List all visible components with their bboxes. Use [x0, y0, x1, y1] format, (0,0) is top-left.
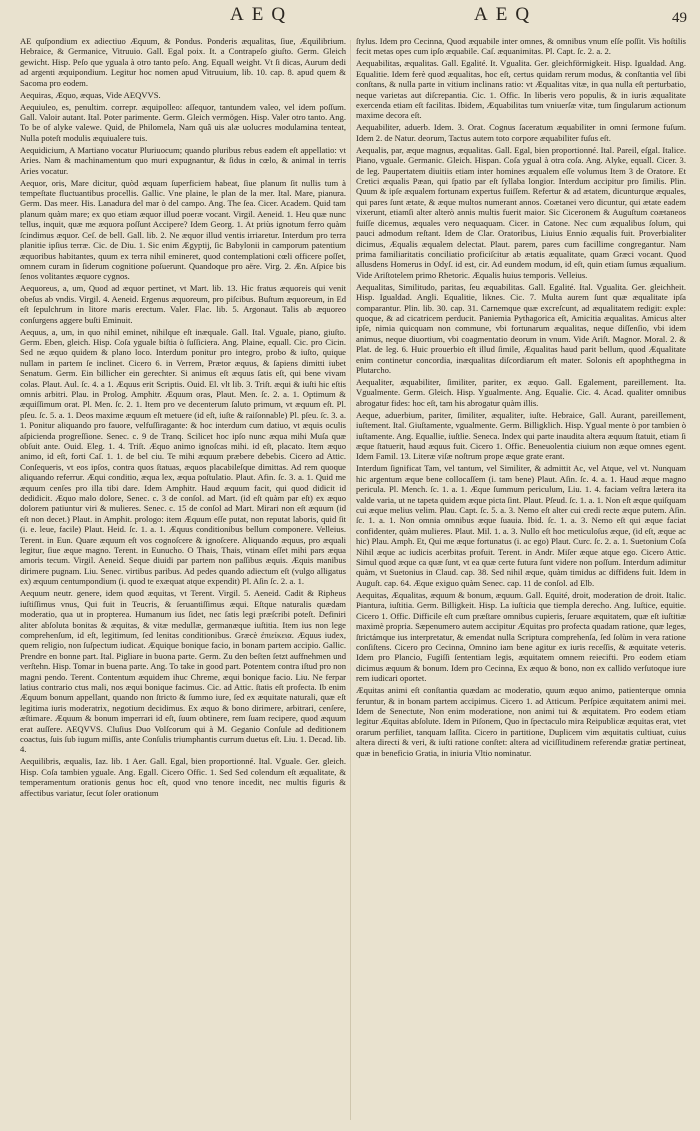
- dictionary-entry: ſtylus. Idem pro Cecinna, Quod æquabile inter omnes, & omnibus vnum eſſe poſſit. Vis hoſtilis fecit metas opes cum ipſo æquabile. Caſ. æquanimitas. Pl. Capt. ſc. 2. a. 2.: [356, 36, 686, 57]
- running-head-left: AEQ: [230, 4, 294, 25]
- dictionary-entry: Aeque, aduerbium, pariter, ſimiliter, æqualiter, iuſte. Hebraice, Gall. Aurant, pareillement, iuſtement. Ital. Giuſtamente, vgualmente. Germ. Billigklich. Hisp. Ygual mente ò por tambien ò iuſtamente. Ang. Equallie, iuſtlie. Seneca. Index qui parte inaudita altera æquum ſtatuit, etiam ſi æque ſtatuerit, haud æquus fuit. Cicero 1. Offic. Beneuolentia ciuium non æque omnes egent. Idem Famil. 13. Literæ viſæ noſtrum prope æque grate erant.: [356, 409, 686, 462]
- dictionary-entry: Aequum neutr. genere, idem quod æquitas, vt Terent. Virgil. 5. Aeneid. Cadit & Ripheus iuſtiſſimus vnus, Qui fuit in Teucris, & ſeruantiſſimus æqui. Eſtque naturalis quædam moderatio, qua ut in propterea. Humanum ius ſidet, nec ſatis legi præſcribi poteſt. Definiri aliter abſoluta bonitas & æquitas, & vitæ medullæ, germanæque iuſtitia. Item ius non lege comprehenſum, id eſt, legitimum, ſed lenitas conditionibus. Græcè ἐπιείκεια. Æquus iudex, quem religio, non ſuſpectum iudicat. Æquique bonique facio, in bonam partem accipio. Gallic. Prendre en bonne part. Ital. Pigliare in buona parte. Germ. Zu den beſten ſetzt auffnehmen und verſtehn. Hisp. Tomar in buena parte. Ang. To take in good part. Potentem contra iſtud pro non magni pendo. Terent. Contentum æquidem ihuc Chreme, æqui bonique facio. Liu. Ne ferpar latius contrario ctus mali, nos æqui bonique facimus. Cic. ad Attic. ſtatis eſt profecta. Ib enim Æquum bonum appellant, quando non ſtricto & ſummo iure, ſed ex æquitate naturali, quæ eſt legitima iuris moderatrix, negotium decidimus. Ex æquo & bono dirimere, arbitrari, cenſere, æſtimare. Æquum & bonum imperrari id eſt, ſuum obtinere, rem ſuam recipere, quod æquum erat auſſere. AEQVVS. Cluſius Duo Volſcorum qui à M. Geganio Conſule ad deditionem coactus, ſuis ſub iugum miſſis, ante Conſulis triumphantis currum duetus eſt. Liu. 1. Decad. lib. 4.: [20, 588, 346, 755]
- right-column: [356, 36, 686, 1122]
- dictionary-entry: AE quſpondium ex adiectiuo Æquum, & Pondus. Ponderis æqualitas, ſiue, Æquilibrium. Hebraice, & Germanice, Vitruuio. Gall. Egal poix. It. a Contrapeſo giuſto. Germ. Gleich gewicht. Hisp. Peſo que yguala à otro tanto peſo. Ang. Equall weight. Vt ſi dicas, Aurum dedi ad argenti æquipondium. Legitur hoc nomen apud Vitruuium, lib. 10. cap. 8. apud quem & Sacoma pro eodem.: [20, 36, 346, 88]
- running-head-right: AEQ: [474, 4, 538, 25]
- dictionary-entry: Aequiuleo, es, penultim. correpr. æquipolleo: aſſequor, tantundem valeo, vel idem poſſum. Gall. Valoir autant. Ital. Poter parimente. Germ. Gleich vermögen. Hisp. Valer otro tanto. Ang. To be of alyke valewe. Quid, de Philomela, Nam quâ uis alæ uolucres modulamina tenteat, Nulla poteſt modulis æquiualere tuis.: [20, 101, 346, 143]
- page-number: 49: [672, 10, 687, 26]
- dictionary-entry: Aequaliter, æquabiliter, ſimiliter, pariter, ex æquo. Gall. Egalement, pareillement. Ita. Vgualmente. Germ. Gleich. Hisp. Ygualmente. Ang. Equalie. Cic. 4. Acad. qualiter omnibus abrogatur fides: hoc eſt, tam his abrogatur quàm illis.: [356, 376, 686, 408]
- dictionary-entry: Aequidicium, A Martiano vocatur Pluriuocum; quando pluribus rebus eadem eſt appellatio: vt Aries. Nam & machinamentum quo muri expugnantur, & ſidus in cœlo, & animal in terris Aries vocatur.: [20, 144, 346, 176]
- dictionary-entry: Aequalitas, Similitudo, paritas, ſeu æquabilitas. Gall. Egalité. Ital. Vgualita. Ger. gleichheit. Hisp. Igualdad. Angli. Equalitie, liknes. Cic. 7. Multa aurem ſunt quæ æqualitate ipſa comparantur. Plin. lib. 30. cap. 31. Carnemque quæ excreſcunt, ad æqualitatem redigit: exple: quoque, & ad cicatricem perducit. Paniemia Pythagorica eſt, Amicitia æqualitas. Amicus alter ipſe, nimia quicquam non commune, vbi fortunarum æqualitas, neque diſſenſio, vbi idem animus, neque diuortium, vbi coagmentatio deorum in vnum. Vide Ariſt. Magnor. Moral. 2. & Plat. de leg. 6. Huic prouerbio eſt illud ſimile, Æqualitas haud parit bellum, quod Æqualitate enim continetur concordia, inæqualitas diſcordiarum eſt mater. Solonis eſt apophthegma in Plutarcho.: [356, 281, 686, 375]
- dictionary-entry: Aequitas, Æqualitas, æquum & bonum, æquum. Gall. Equité, droit, moderation de droit. Italic. Piantura, iuſtitia. Germ. Billigkeit. Hisp. La iuſticia que tiempla derecho. Ang. Iuſtice, equitie. Cicero 1. Offic. Difficile eſt cum præſtare omnibus cupieris, ſeruare æquitatem, quæ eſt iuſtitiæ maximè propria. Sæpenumero autem accipitur Æquitas pro profecta quadam ratione, quæ leges, ſtrictámque ius interpretatur, & emendat nulla Scriptura comprehenſa, ſed ſolùm in vera ratione conſiſtens. Cicero pro Cecinna, Omnino iam bene agitur ex iuris receſſis, & æquitate veteris. Idem pro Plancio, Fugiſſi ſententiam legis, æquitatem omnem reiecifti. Pro eodem etiam dicimus æquum & bonum. Idem pro Cecinna, Ex æquo & bono, non ex callido verſutoque iure rem iudicari oportet.: [356, 589, 686, 684]
- left-column: [20, 36, 346, 1122]
- dictionary-entry: Æquitas animi eſt conſtantia quædam ac moderatio, quum æquo animo, patienterque omnia feruntur, & in bonam partem accipimus. Cicero 1. ad Atticum. Perſpice æquitatem animi mei. Idem de Senectute, Non enim moderatione, non animi tui & æquitatem. Pro eodem etiam legitur Æquitas abſolute. Idem in Piſonem, Quo in ſpectaculo mira Reipublicæ æquitas erat, vtet orarum perfiliet, tanquam laſſita. Cicero in partitione, Duplicem vim æquitatis cultiuat, cuius altera directi & veri, & iuſti ratione conſtet: altera ad viciſſitudinem referendæ gratiæ pertineat, quæ in beneficio Gratia, in iniuria Vltio nominatur.: [356, 685, 686, 758]
- running-header: [0, 0, 700, 38]
- dictionary-entry: Aequoreus, a, um, Quod ad æquor pertinet, vt Mart. lib. 13. Hic fratus æquoreis qui venit obeſus ab vndis. Virgil. 4. Aeneid. Ergenus æquoreum, pro piſcibus. Buſtum æquoreum, in Ed eſt ſepulchrum in litore maris erectum. Valer. Flac. lib. 5. Argonaut. Talis ab æquoreo conſurgens aggere buſti Eminuit.: [20, 283, 346, 325]
- dictionary-entry: Aequiras, Æquo, æquas, Vide AEQVVS.: [20, 89, 161, 100]
- dictionary-entry: Aequabiliter, aduerb. Idem. 3. Orat. Cognus ſaceratum æquabiliter in omni ſermone fuſum. Idem 2. de Natur. deorum, Tactus autem toto corpore æquabiliter fuſus eſt.: [356, 122, 686, 143]
- dictionary-entry: Aequus, a, um, in quo nihil eminet, nihilque eſt inæquale. Gall. Ital. Vguale, piano, giuſto. Germ. Eben, gleich. Hisp. Coſa yguale biſtia ò ſuſſiciera. Ang. Plaine, equall. Cic. pro Cicin. Sed ne æquo quidem & plano loco. Interdum ponitur pro integro, probo & iuſto, quique nullam in partem ſe inclinet. Cicero 6. in Verrem, Prætor æquus, & ſapiens dimitti iubet Senatum. Germ. Ein billicher ein gerechter. Si animus eſt æquus ſatis eſt, qui bene vivam colas. Plaut. Aul. ſc. 4. a 1. Æquus erit Scriptis. Ouid. El. vlt lib. 3. Triſt. æqui & iuſti hic eſtis omnis arbitri. Plau. in Prolog. Amphitr. Æquum oras, Plaut. Men. ſc. 2. a. 1. Optimum & æquiſſimum orat. Pl. Men. ſc. 2. 1. Item pro ve decenterum ſaluto primum, vt æquum eſt. Pl. pſeu. ſc. 5. a. 1. Deos maxime æquum eſt metuere (id eſt, iuſte & raiſonnable) Pl. pſeu. ſc. 3. a. 1. Ponitur aliquando pro fauore, velfuſſiragante: & hoc interdum cum datiuo, vt æquis oculis aſpicienda progreſſione. Senec. c. 9 de Tranq. Scilicet hoc ipſo nunc æqua mihi Muſa quæ obſuit ante. Ouid. Eleg. 1. 4. Triſt. Æquo animo ignoſcas mihi. id eſt, placato. Item æquo animo, id eſt, forti Caſ. 1. 1. de bel ciu. Te mihi æquum præbere debebis. Cicero ad Attic. Conſequeris, vt eos ipſos, contra quos ſtatuas, æquos placabileſque dimittas. Ad rem quoque aliquando referrur. Æqui conditio, æqua lex, æqua poſtulatio. Plaut. Afin. ſc. 3. a. 1. Quid me æquum cenſes pro illa tibi dare. Idem Amphitr. Haud æquum facit, qui quod didicit id dedidicit. Æquo malo dolore, Senec. c. 3 de conſol. ad Mart. (id eſt quàm par eſt) ex æquo dolorem patiuntur viri & mulieres. Senec. c. 15 de conſol ad Mart. Mirari non eſt æquum (id eſt non decet.) Plaut. in Amphit. prologo: item Æquum eſſe putat, non reputat laboris, quid ſit (i. e. leue, facile) Plaut. Heid. ſc. 1. a. 1. Æquus conditionibus bellum componere. Velleius. Terent. in Eun. Quare æquum eſt vos cognoſcere & ignoſcere. Aliquando æquus, pro æquali legitur, ſiue æque magno. Terent. in Eunucho. O Thais, Thais, vtinam eſſet mihi pars æqua amoris tecum. Virgil. Aeneid. Seque diuidi par partem non paſſibus æquis. Æquis manibus dirimere pugnam. Liu. Senec. virtibus paribus. Ad pedes quando adiectum eſt (vulgo alligatus ex) æquum centumpondium (i. quod te exæquat atque expendit) Pl. Aſin ſc. 2. a. 1.: [20, 326, 346, 587]
- dictionary-entry: Aequabilitas, æqualitas. Gall. Egalité. It. Vgualita. Ger. gleichförmigkeit. Hisp. Igualdad. Ang. Equalitie. Idem ferè quod æqualitas, hoc eſt, certus quidam rerum modus, & conſtantia vel ſibi conſtans, & nulla parte in vitium inclinans ratio: vt Æqualitas vitæ, in qua nulla eſt perturbatio, neque varietas aut diſcrepantia. Cic. 1. Offic. In liberis vero populis, & in iuris æqualitate exercenda etiam eſt facilitas. Ibidem, Æquabilitas tum vniuerſæ vitæ, tum ſingularum actionum maxime decora eſt.: [356, 58, 686, 121]
- dictionary-entry: Aequilibris, æqualis, Iaz. lib. 1 Aer. Gall. Egal, bien proportionné. Ital. Vguale. Ger. gleich. Hisp. Coſa tambien yguale. Ang. Egall. Cicero Offic. 1. Sed Sed colendum eſt æqualitate, & temperamentum orationis genus hoc eſt, quod vno tenore incedit, nec multis figuris & affectibus variatur, ſecut ſoler orationum: [20, 756, 346, 798]
- dictionary-entry: Aequor, oris, Mare dicitur, quòd æquam ſuperficiem habeat, ſiue planum ſit nullis tum à tempeſtate fluctuantibus procellis. Gallic. Vne plaine, le plan de la mer. Ital. Mare, pianura. Germ. Das meer. His. Lanadura del mar ò del campo. Ang. The ſea. Cicer. Academ. Quid tam planum quàm mare; ex quo etiam æquor illud poeræ vocant. Virgil. Aeneid. 1. Heu quæ nunc tellus, inquit, quæ me æquora poſſunt Accipere? Idem Georg. 1. At priùs ignotum ferro quàm ſcindimus æquor. Ceſ. de bell. Gall. lib. 2. Ne æquor illud ventis irriaretur. Interdum pro terra planitie ipſius terræ. Cic. de Diu. 1. Sic enim Ægyptij, ſic Babylonii in camporum patentium æquoribus habitantes, quum ex terra nihil emineret, quod contemplationi cœli officere poſſet, omnem curam in ſiderum cognitione poſuerunt. Quandoque pro aëre. Virg. 2. Æn. Aſpice bis ſenos volitantes æquore cygnos.: [20, 177, 346, 282]
- column-divider: [350, 40, 351, 1120]
- dictionary-entry: Aequalis, par, æque magnus, æqualitas. Gall. Egal, bien proportionné. Ital. Pareil, eſgal. Italice. Piano, vguale. Germanic. Gleich. Hispan. Coſa ygual à otra coſa. Ang. Alyke, equall. Cicer. 3. de leg. Paupertatem diuitiis etiam inter homines æqualem eſſe volumus Item 3 de Oratore. Et Cretici æqualis Pæan, qui ſpatio par eſt ſyllaba longior. Interdum accipitur pro ſimilis. Plin. Quum & ipſe æqualem fortunam expertus fuiſſem. Refertur & ad ætatem, dicunturque æquales, qui pares ſunt ætate, & æque multos numerant annos. Coætanei vero dicuntur, qui ætate eadem vixerunt, etiamſi alter alterò annis multis fuerit maior. Sic Ciceronem & Auguſtum coætaneos fuiſſe dicemus, æquales vero nequaquam. Cicer. in Catone. Nec cum æqualibus ſolum, qui pauci admodum reſtant. Idem de Clar. Oratoribus, Liuius Ennio æqualis fuit. Proverbialiter dicimus, Æqualis æqualem delectat. Plaut. parem, pares cum facillime congregantur. Nam prima familiaritatis conciliatio proficiſcitur ab ætatis æqualitate, quam Græci vocant. Quod allusdens Homerus in Odyſ. id est, cir. Ad eundem modum, id eſt, quin etiam ſumus æqualium. Vide Ariſtotelem primo Rhetoric. Æqualis huius temporis. Velleius.: [356, 144, 686, 280]
- dictionary-entry: Interdum ſignificat Tam, vel tantum, vel Similiter, & admittit Ac, vel Atque, vel vt. Nunquam hic argentum æque bene collocaſſem (i. tam bene) Plaut. Aſin. ſc. 4. a. 1. Haud æque magno pericula. Pl. Mench. ſc. 1. a. 1. Æque ſummum periculum, Liu. 1. 4. faciam veſtra lætera ita valde varia, ut ne tapeta quidem æque picta ſint. Plaut. Pſeud. ſc. 1. a. 1. Non eſt æque quiſquam cui æque melius velim. Plau. Capt. ſc. 5. a. 3. Nemo eſt alter cui credi recte æque putem. Aſin. ſc. 1. a. 1. Non omnia omnibus æque ſuauia. Ibid. ſc. 1. a. 3. Nemo eſt qui æque faciat confidenter, quàm mulieres. Plaut. Mil. 1. a. 3. Nullo eſt hoc meticuloſus æque, (id eſt, æque ac hic) Plau. Amph. Et, Qui me æque fortunatus (i. ac ego) Plaut. Curc. ſc. 2. a. 1. Suetonium Coſa Nihil æque ac iudicis acerbitas profuit. Terent. in Andr. Miſer æque atque ego. Cicero Attic. Simul quod æque ca quæ ſunt, vt ea quæ certe futura ſunt videre non poſſum. Interdum adimitur quàm, vt Suetonius in Claud. cap. 38. Sed nihil æque, quàm timidus ac diffidens fuit. Idem in Auguſt. cap. 64. Æque exiguo quàm Senec. cap. 11 de conſol. ad Elb.: [356, 463, 686, 588]
